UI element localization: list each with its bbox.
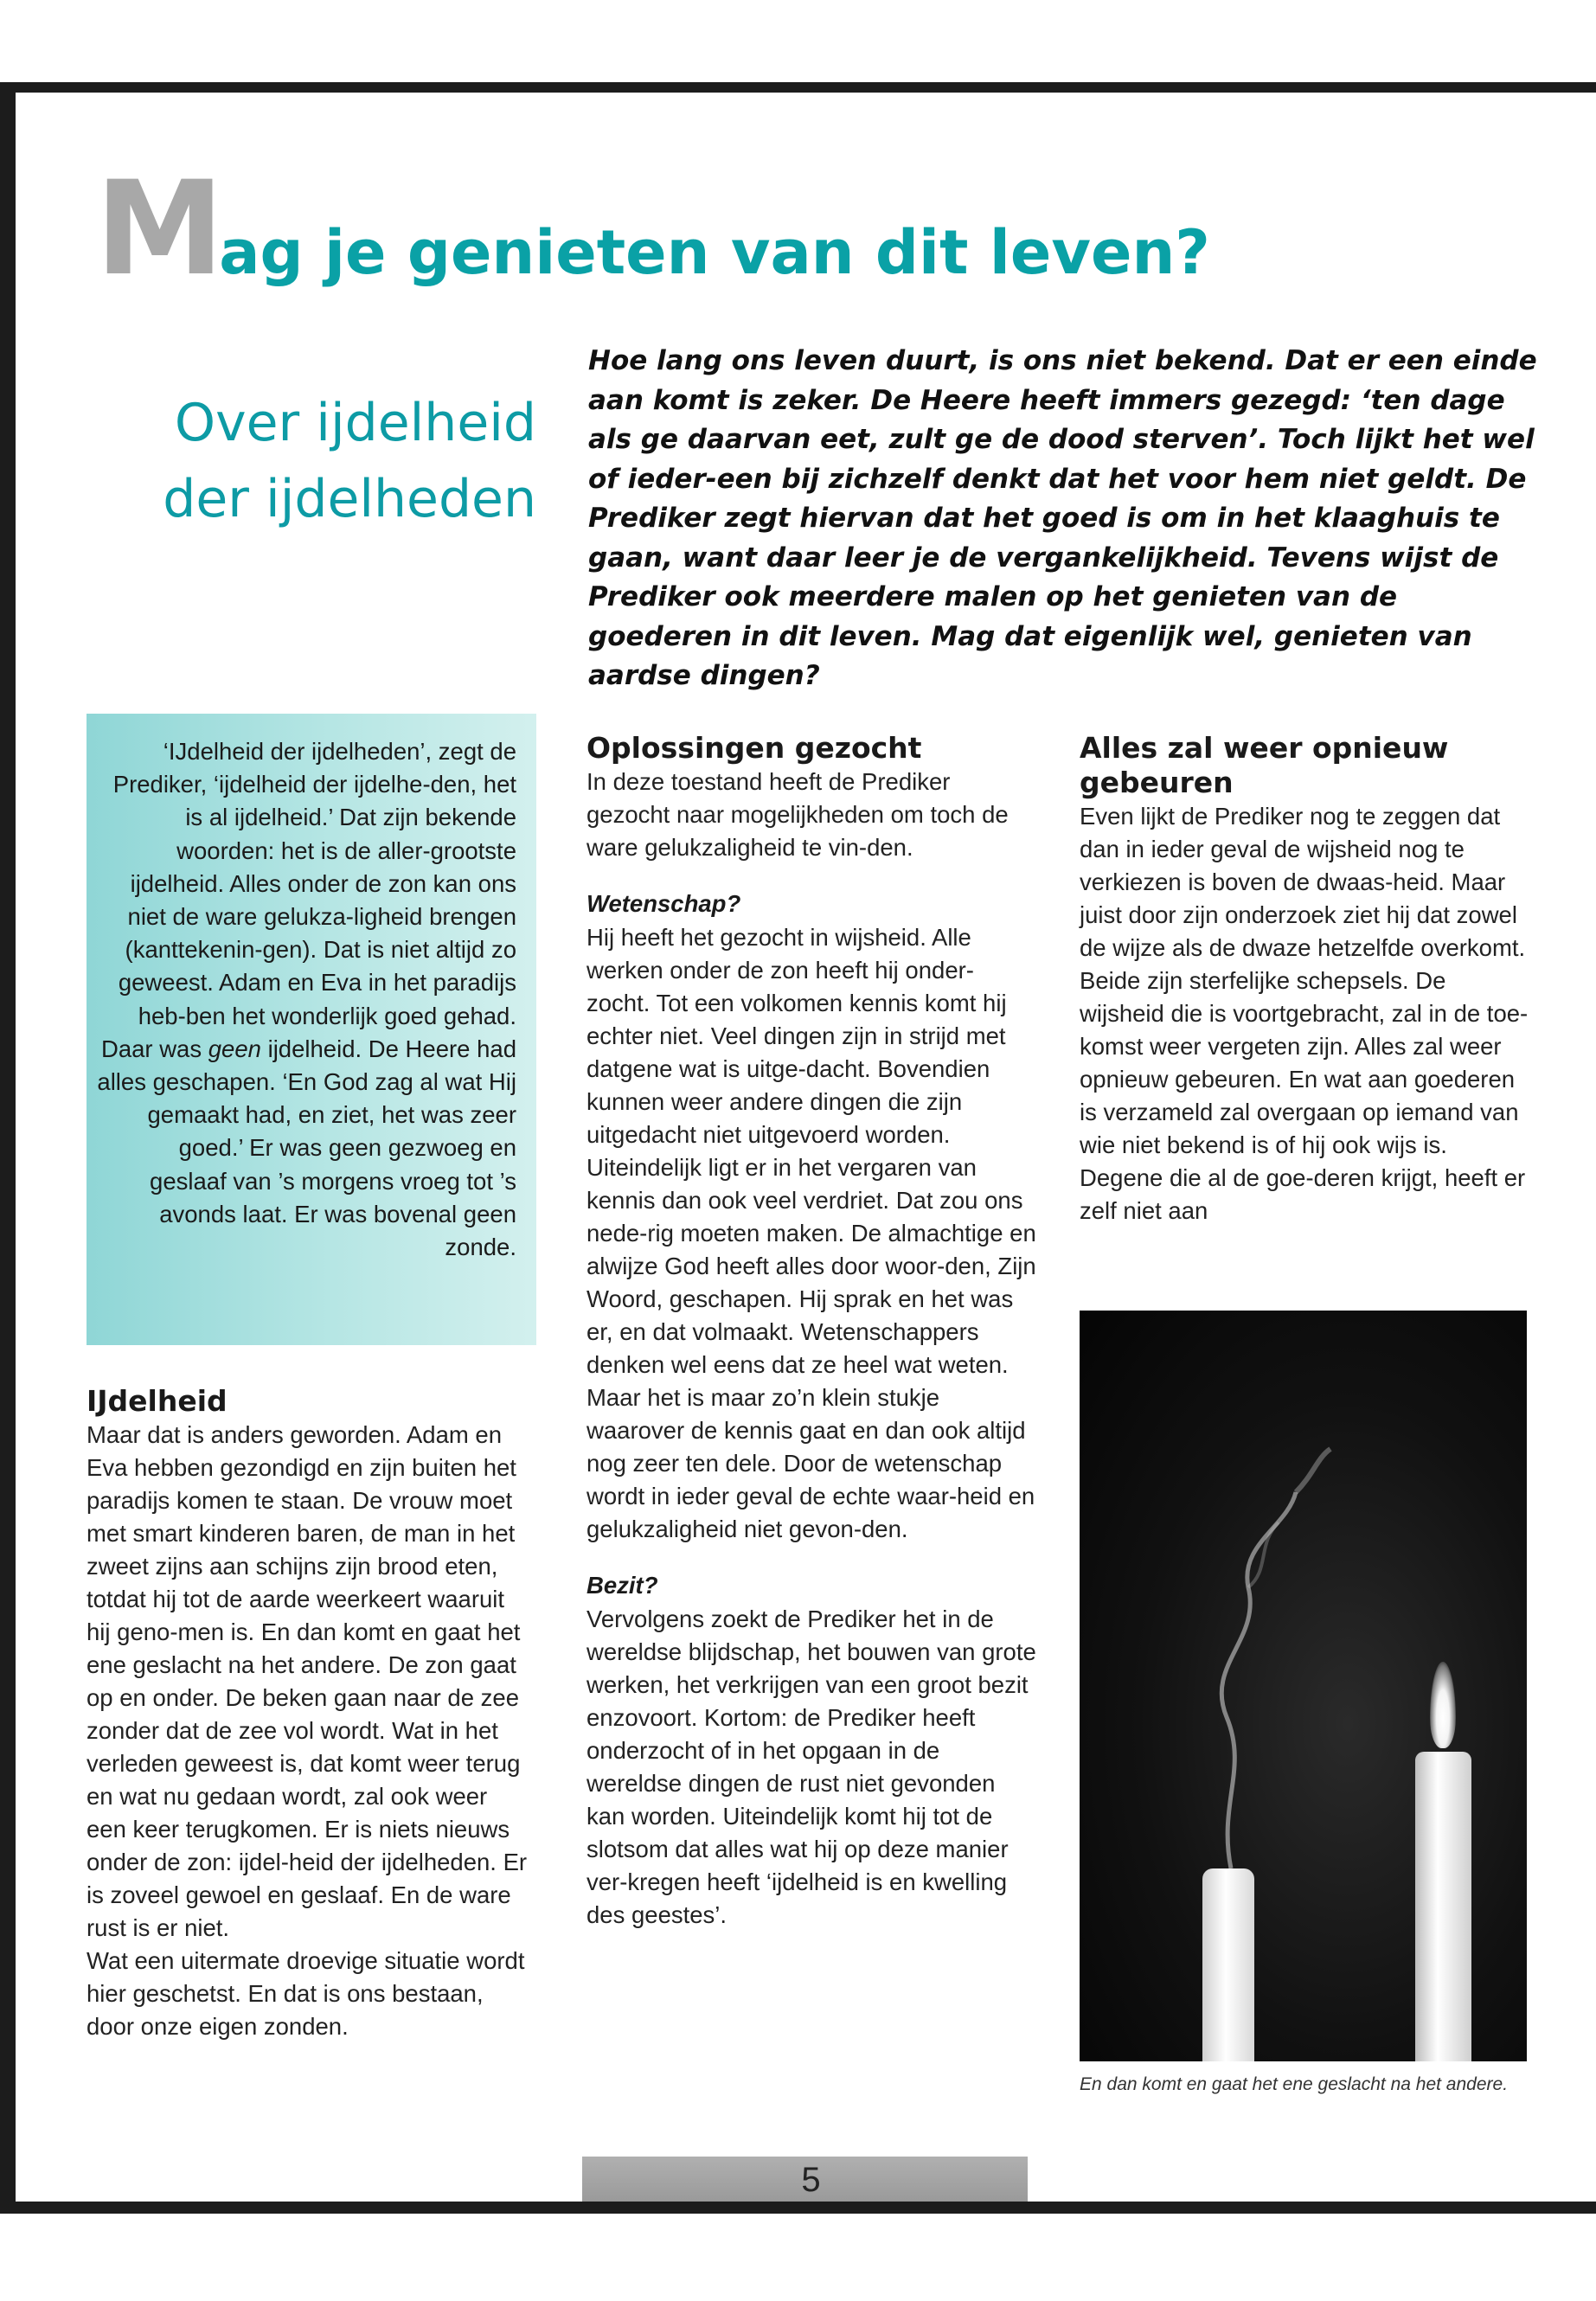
column-1-paragraph-1: Maar dat is anders geworden. Adam en Eva hebben gezondigd en zijn buiten het paradijs komen te staan. De vrouw moet met smart kinderen baren, de man in het zweet zijns aan schijns zijn brood eten, totdat hij tot de aarde weerkeert waaruit hij geno-men is. En dan komt en gaat het ene geslacht na het andere. De zon gaat op en onder. De beken gaan naar de zee zonder dat de zee vol wordt. Wat in het verleden geweest is, dat komt weer terug en wat nu gedaan wordt, zal ook weer een keer terugkomen. Er is niets nieuws onder de zon: ijdel-heid der ijdelheden. Er is zoveel gewoel en geslaaf. En de ware rust is er niet. (87, 1421, 528, 1941)
page-number: 5 (801, 2161, 821, 2199)
extinguished-candle (1202, 1868, 1254, 2061)
bottom-border-rule (0, 2202, 1596, 2214)
title-initial: M (95, 154, 225, 304)
section-heading-ijdelheid: IJdelheid (87, 1384, 228, 1418)
top-border-rule (0, 82, 1596, 93)
subtitle-line-1: Over ijdelheid (174, 393, 536, 453)
column-2-paragraph-3: Vervolgens zoekt de Prediker het in de wereldse blijdschap, het bouwen van grote werken, het verkrijgen van een groot bezit enzovoort. Kortom: de Prediker heeft onderzocht of in het opgaan in de wereldse dingen de rust niet gevonden kan worden. Uiteindelijk komt hij tot de slotsom dat alles wat hij op deze manier ver-kregen heeft ‘ijdelheid is en kwelling des geestes’. (586, 1606, 1036, 1928)
column-2 (586, 731, 1036, 1932)
title-text: ag je genieten van dit leven? (219, 217, 1210, 288)
subtitle-line-2: der ijdelheden (163, 469, 536, 529)
article-subtitle (121, 385, 536, 537)
quote-emphasis: geen (208, 1035, 261, 1062)
column-3 (1080, 731, 1529, 1227)
left-border-rule (0, 82, 16, 2210)
quote-text-after: ijdelheid. De Heere had alles geschapen. ‘En God zag al wat Hij gemaakt had, en ziet, het was zeer goed.’ Er was geen gezwoeg en geslaaf van ’s morgens vroeg tot ’s avonds laat. Er was bovenal geen zonde. (97, 1035, 516, 1261)
section-heading-alles-opnieuw: Alles zal weer opnieuw gebeuren (1080, 731, 1449, 799)
subheading-wetenschap: Wetenschap? (586, 890, 741, 917)
column-2-paragraph-1: In deze toestand heeft de Prediker gezocht naar mogelijkheden om toch de ware gelukzaligheid te vin-den. (586, 768, 1009, 861)
column-3-paragraph-1: Even lijkt de Prediker nog te zeggen dat dan in ieder geval de wijsheid nog te verkiezen is boven de dwaas-heid. Maar juist door zijn onderzoek ziet hij dat zowel de wijze als de dwaze hetzelfde overkomt. Beide zijn sterfelijke schepsels. De wijsheid die is voortgebracht, zal in de toe-komst weer vergeten zijn. Alles zal weer opnieuw gebeuren. En wat aan goederen is verzameld zal overgaan op iemand van wie niet bekend is of hij ook wijs is. Degene die al de goe-deren krijgt, heeft er zelf niet aan (1080, 803, 1529, 1224)
column-1-paragraph-2: Wat een uitermate droevige situatie wordt hier geschetst. En dat is ons bestaan, door onze eigen zonden. (87, 1947, 525, 2040)
subheading-bezit: Bezit? (586, 1572, 658, 1599)
section-heading-oplossingen: Oplossingen gezocht (586, 731, 922, 765)
candles-photo (1080, 1311, 1527, 2061)
smoke-trail (1166, 1440, 1391, 1873)
column-1 (87, 1384, 528, 2043)
quote-text (97, 735, 516, 1264)
column-2-paragraph-2: Hij heeft het gezocht in wijsheid. Alle werken onder de zon heeft hij onder-zocht. Tot een volkomen kennis komt hij echter niet. Veel dingen zijn in strijd met datgene wat is uitge-dacht. Bovendien kunnen weer andere dingen die zijn uitgedacht niet uitgevoerd worden. Uiteindelijk ligt er in het vergaren van kennis dan ook veel verdriet. Dat zou ons nede-rig moeten maken. De almachtige en alwijze God heeft alles door woor-den, Zijn Woord, geschapen. Hij sprak en het was er, en dat volmaakt. Wetenschappers denken wel eens dat ze heel wat weten. Maar het is maar zo’n klein stukje waarover de kennis gaat en dan ook altijd nog zeer ten dele. Door de wetenschap wordt in ieder geval de echte waar-heid en gelukzaligheid niet gevon-den. (586, 924, 1036, 1542)
candle-flame (1430, 1662, 1456, 1748)
quote-text-before: ‘IJdelheid der ijdelheden’, zegt de Prediker, ‘ijdelheid der ijdelhe-den, het is al ijdelheid.’ Dat zijn bekende woorden: het is de aller-grootste ijdelheid. Alles onder de zon kan ons niet de ware gelukza-ligheid brengen (kanttekenin-gen). Dat is niet altijd zo geweest. Adam en Eva in het paradijs heb-ben het wonderlijk goed gehad. Daar was (100, 738, 516, 1062)
page-title (95, 154, 1210, 304)
intro-paragraph: Hoe lang ons leven duurt, is ons niet bekend. Dat er een einde aan komt is zeker. De Heere heeft immers gezegd: ‘ten dage als ge daarvan eet, zult ge de dood sterven’. Toch lijkt het wel of ieder-een bij zichzelf denkt dat het voor hem niet geldt. De Prediker zegt hiervan dat het goed is om in het klaaghuis te gaan, want daar leer je de vergankelijkheid. Tevens wijst de Prediker ook meerdere malen op het genieten van de goederen in dit leven. Mag dat eigenlijk wel, genieten van aardse dingen? (588, 345, 1537, 691)
burning-candle (1415, 1752, 1471, 2061)
photo-caption: En dan komt en gaat het ene geslacht na het andere. (1080, 2074, 1509, 2094)
